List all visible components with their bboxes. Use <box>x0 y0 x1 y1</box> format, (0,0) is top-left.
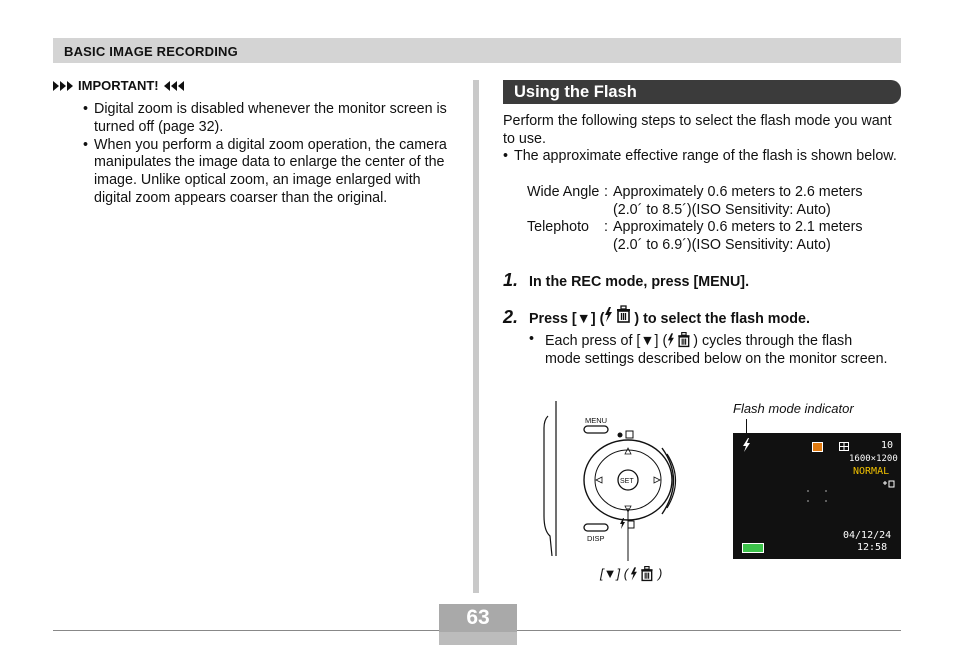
important-label: IMPORTANT! <box>78 78 159 93</box>
section-bar <box>503 80 901 104</box>
step-text: In the REC mode, press [MENU]. <box>529 274 750 290</box>
range-value-detail: (2.0´ to 6.9´)(ISO Sensitivity: Auto) <box>613 236 831 253</box>
column-divider <box>473 80 479 593</box>
section-title: Using the Flash <box>514 83 637 101</box>
header-bar <box>53 38 901 63</box>
record-mode-icon <box>812 442 823 452</box>
note-text-a: Each press of [▼] ( <box>545 333 668 349</box>
flash-trash-icon <box>630 565 656 582</box>
date-readout: 04/12/24 <box>843 530 892 541</box>
caption-bottom-b: ) <box>658 566 663 581</box>
range-value: Approximately 0.6 meters to 2.6 meters <box>613 184 863 200</box>
section-intro: Perform the following steps to select the flash mode you want to use. <box>503 113 892 147</box>
flash-trash-icon <box>604 305 634 323</box>
caption-bottom-a: [▼] ( <box>600 566 629 581</box>
important-bullets <box>83 101 448 208</box>
disp-button <box>584 524 608 531</box>
menu-button-label: MENU <box>585 416 608 425</box>
note-text-b: ) cycles through the flash mode settings described below on the monitor screen. <box>545 333 888 367</box>
step-text-b: ) to select the flash mode. <box>634 311 810 327</box>
flash-trash-indicator-icon <box>881 479 895 488</box>
time-readout: 12:58 <box>857 542 888 553</box>
quality-readout: NORMAL <box>853 466 890 477</box>
left-chevrons-icon <box>164 81 184 91</box>
monitor-screen <box>733 433 901 559</box>
important-heading <box>53 78 184 93</box>
page-number: 63 <box>439 604 517 632</box>
important-bullet: • When you perform a digital zoom operation, the camera manipulates the image data to enlarge the center of the image. Unlike optical zoom, an image enlarged with digital zoom appears coarser than the original. <box>83 137 448 208</box>
focus-frame-icon <box>807 489 829 503</box>
step-number: 2. <box>503 307 519 327</box>
shot-count: 10 <box>881 440 894 451</box>
step-text-a: Press [▼] ( <box>529 311 605 327</box>
important-bullet: • Digital zoom is disabled whenever the monitor screen is turned off (page 32). <box>83 101 448 137</box>
step-2 <box>503 305 810 328</box>
menu-button <box>584 426 608 433</box>
range-label: Telephoto <box>527 219 590 235</box>
flash-trash-icon <box>667 331 693 348</box>
range-bullet: • The approximate effective range of the flash is shown below. <box>503 148 897 164</box>
range-value: Approximately 0.6 meters to 2.1 meters <box>613 219 863 235</box>
set-button-label: SET <box>620 478 634 485</box>
step-2-note: • Each press of [▼] ( ) cycles through the flash mode settings described below on the monitor screen. <box>529 331 888 367</box>
figure-caption-top: Flash mode indicator <box>733 401 854 416</box>
resolution-readout: 1600×1200 <box>849 454 898 464</box>
step-1 <box>503 270 749 291</box>
right-chevrons-icon <box>53 81 73 91</box>
battery-icon <box>742 543 764 553</box>
disp-button-label: DISP <box>587 534 605 543</box>
range-bullet-text: The approximate effective range of the flash is shown below. <box>514 148 897 164</box>
flash-icon <box>743 438 751 452</box>
macro-review-icon <box>618 431 634 438</box>
range-value-detail: (2.0´ to 8.5´)(ISO Sensitivity: Auto) <box>613 201 831 218</box>
step-number: 1. <box>503 270 519 290</box>
figure-caption-bottom <box>600 565 662 582</box>
range-sep: : <box>604 219 608 235</box>
range-sep: : <box>604 184 608 200</box>
range-label: Wide Angle <box>527 184 600 200</box>
metering-icon <box>839 442 849 451</box>
page-number-tab <box>439 632 517 645</box>
header-title: BASIC IMAGE RECORDING <box>64 44 238 59</box>
camera-controls-diagram <box>540 396 690 561</box>
